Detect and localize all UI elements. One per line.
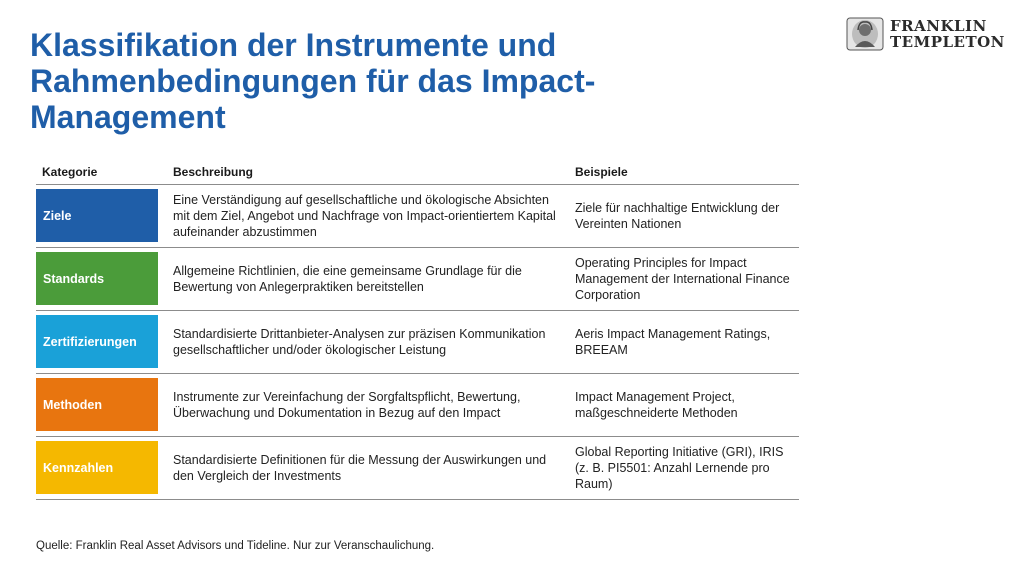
category-badge: Ziele	[36, 189, 158, 242]
table-header	[36, 160, 799, 185]
classification-table	[36, 160, 799, 500]
row-description: Standardisierte Drittanbieter-Analysen zur präzisen Kommunikation gesellschaftlicher und/oder ökologischer Leistung	[173, 327, 546, 357]
row-description: Eine Verständigung auf gesellschaftliche und ökologische Absichten mit dem Ziel, Angebot und Nachfrage von Impact-orientiertem Kapital aufeinander abzustimmen	[173, 193, 556, 239]
row-description: Instrumente zur Vereinfachung der Sorgfaltspflicht, Bewertung, Überwachung und Dokumentation in Bezug auf den Impact	[173, 390, 521, 420]
table-row	[36, 185, 799, 248]
franklin-templeton-logo	[846, 16, 1008, 52]
header-examples: Beispiele	[575, 165, 628, 179]
row-examples: Aeris Impact Management Ratings, BREEAM	[575, 327, 771, 357]
table-row	[36, 248, 799, 311]
category-badge: Methoden	[36, 378, 158, 431]
logo-wordmark	[890, 18, 1005, 50]
title-line-3: Management	[30, 99, 226, 135]
category-badge: Kennzahlen	[36, 441, 158, 494]
row-examples: Ziele für nachhaltige Entwicklung der Vereinten Nationen	[575, 201, 780, 231]
row-examples: Global Reporting Initiative (GRI), IRIS (z. B. PI5501: Anzahl Lernende pro Raum)	[575, 445, 784, 491]
table-row	[36, 311, 799, 374]
row-description: Allgemeine Richtlinien, die eine gemeinsame Grundlage für die Bewertung von Anlegerpraktiken bereitstellen	[173, 264, 522, 294]
header-description: Beschreibung	[173, 165, 254, 179]
category-badge: Zertifizierungen	[36, 315, 158, 368]
row-examples: Operating Principles for Impact Management der International Finance Corporation	[575, 256, 790, 302]
table-row	[36, 437, 799, 500]
page-title	[30, 27, 750, 135]
title-line-1: Klassifikation der Instrumente und	[30, 27, 557, 63]
category-badge: Standards	[36, 252, 158, 305]
row-examples: Impact Management Project, maßgeschneiderte Methoden	[575, 390, 738, 420]
title-line-2: Rahmenbedingungen für das Impact-	[30, 63, 596, 99]
source-note: Quelle: Franklin Real Asset Advisors und Tideline. Nur zur Veranschaulichung.	[36, 540, 435, 552]
franklin-portrait-seal-icon	[846, 17, 884, 51]
logo-line-2: TEMPLETON	[890, 33, 1005, 51]
row-description: Standardisierte Definitionen für die Messung der Auswirkungen und den Vergleich der Investments	[173, 453, 547, 483]
header-category: Kategorie	[42, 165, 98, 179]
logo-line-1: FRANKLIN	[890, 17, 987, 35]
table-row	[36, 374, 799, 437]
